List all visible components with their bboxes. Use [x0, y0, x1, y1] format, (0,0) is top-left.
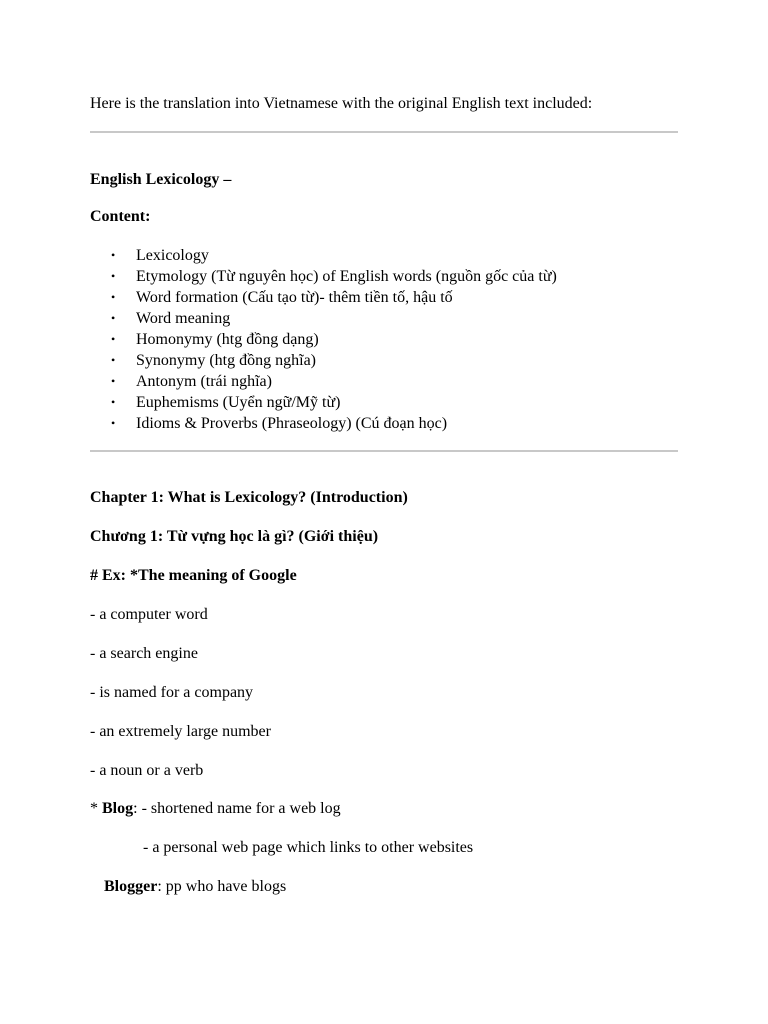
list-item	[90, 266, 557, 287]
blog-definition	[90, 799, 341, 819]
blogger-term: Blogger	[104, 878, 158, 895]
list-item	[90, 329, 557, 350]
google-meaning-item: - an extremely large number	[90, 723, 271, 740]
bullet-icon: •	[111, 353, 116, 367]
divider-top	[90, 131, 678, 133]
blog-term: Blog	[102, 800, 134, 817]
list-item	[90, 350, 557, 371]
list-item-text: Lexicology	[136, 247, 209, 264]
list-item	[90, 287, 557, 308]
list-item-text: Synonymy (htg đồng nghĩa)	[136, 352, 316, 369]
list-item-text: Word formation (Cấu tạo từ)- thêm tiền tố, hậu tố	[136, 289, 453, 306]
list-item-text: Etymology (Từ nguyên học) of English words (nguồn gốc của từ)	[136, 268, 557, 285]
list-item-text: Idioms & Proverbs (Phraseology) (Cú đoạn học)	[136, 415, 448, 432]
example-heading: # Ex: *The meaning of Google	[90, 567, 297, 584]
bullet-icon: •	[111, 374, 116, 388]
bullet-icon: •	[111, 395, 116, 409]
list-item	[90, 308, 557, 329]
divider-middle	[90, 450, 678, 452]
bullet-icon: •	[111, 248, 116, 262]
list-item	[90, 371, 557, 392]
blogger-definition	[104, 877, 286, 897]
blog-definition-2: - a personal web page which links to other websites	[143, 839, 474, 856]
google-meaning-item: - a noun or a verb	[90, 762, 204, 779]
content-heading: Content:	[90, 208, 151, 225]
list-item	[90, 413, 557, 434]
list-item	[90, 245, 557, 266]
chapter-heading-en: Chapter 1: What is Lexicology? (Introduction)	[90, 489, 408, 506]
bullet-icon: •	[111, 269, 116, 283]
bullet-icon: •	[111, 332, 116, 346]
intro-text: Here is the translation into Vietnamese with the original English text included:	[90, 95, 593, 112]
content-list	[90, 245, 557, 434]
blog-prefix: *	[90, 800, 102, 817]
chapter-heading-vi: Chương 1: Từ vựng học là gì? (Giới thiệu)	[90, 528, 379, 545]
bullet-icon: •	[111, 311, 116, 325]
list-item	[90, 392, 557, 413]
google-meaning-item: - a search engine	[90, 645, 198, 662]
list-item-text: Word meaning	[136, 310, 231, 327]
list-item-text: Euphemisms (Uyển ngữ/Mỹ từ)	[136, 394, 341, 411]
document-title: English Lexicology –	[90, 171, 232, 188]
bullet-icon: •	[111, 290, 116, 304]
list-item-text: Antonym (trái nghĩa)	[136, 373, 272, 390]
google-meaning-item: - a computer word	[90, 606, 208, 623]
blogger-definition-text: : pp who have blogs	[157, 878, 287, 895]
google-meaning-item: - is named for a company	[90, 684, 254, 701]
blog-definition-text: : - shortened name for a web log	[133, 800, 341, 817]
bullet-icon: •	[111, 416, 116, 430]
list-item-text: Homonymy (htg đồng dạng)	[136, 331, 319, 348]
